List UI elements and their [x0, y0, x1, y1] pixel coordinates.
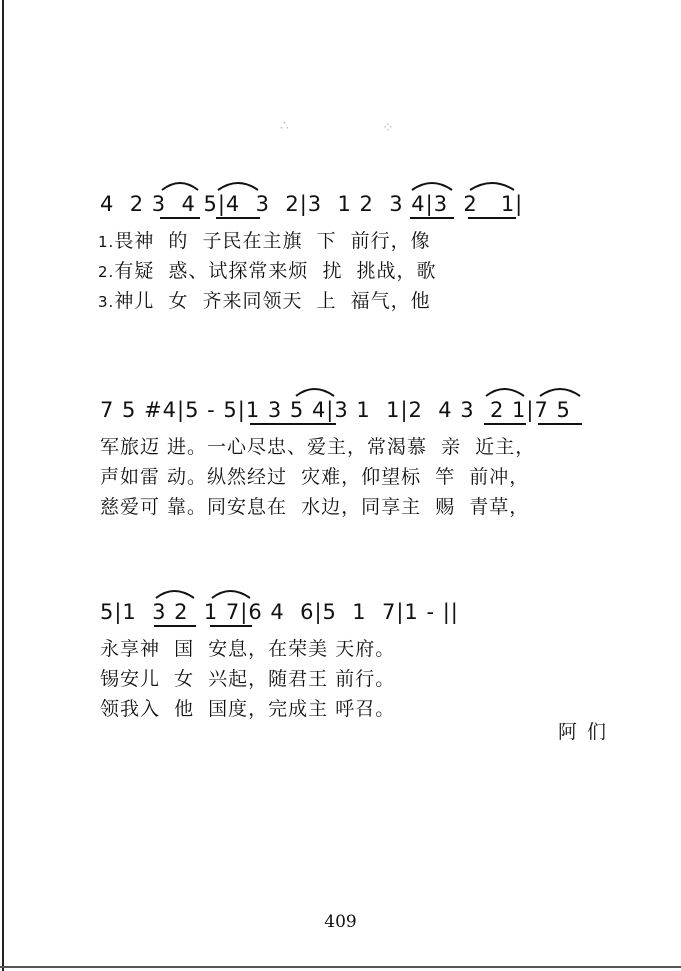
jianpu-notes: 5|1 3 2 1 7|6 4 6|5 1 7|1 - ||: [100, 600, 459, 624]
jianpu-notes: 7 5 #4|5 - 5|1 3 5 4|3 1 1|2 4 3 2 1|7 5: [100, 398, 571, 422]
lyric-text: 畏神 的 子民在主旗 下 前行，像: [114, 230, 431, 252]
beam-underlines: [100, 624, 660, 630]
lyric-text: 慈爱可 靠。同安息在 水边，同享主 赐 青草，: [100, 496, 530, 518]
lyric-line-2: [98, 258, 437, 285]
lyric-line-2: [100, 464, 529, 490]
verse-number: 1.: [98, 233, 115, 251]
lyric-text: 神儿 女 齐来同领天 上 福气，他: [114, 290, 431, 312]
page-number: 409: [324, 912, 357, 932]
lyric-text: 锡安儿 女 兴起，随君王 前行。: [100, 668, 396, 690]
lyric-line-3: [100, 494, 529, 520]
scan-speck: ∴: [280, 118, 289, 134]
lyric-line-3: [100, 696, 395, 722]
verse-number: 2.: [98, 263, 115, 281]
lyric-text: 永享神 国 安息，在荣美 天府。: [100, 638, 396, 660]
scan-speck: ⁘: [382, 120, 394, 136]
lyric-line-2: [100, 666, 395, 692]
lyric-text: 声如雷 动。纵然经过 灾难，仰望标 竿 前冲，: [100, 466, 530, 488]
lyric-text: 领我入 他 国度，完成主 呼召。: [100, 698, 396, 720]
lyric-line-1: [98, 228, 431, 255]
lyric-line-1: [100, 434, 535, 460]
beam-underlines: [100, 216, 660, 222]
amen-text: 阿们: [558, 721, 617, 743]
beam-underlines: [100, 422, 660, 428]
lyric-text: 军旅迈 进。一心尽忠、爱主，常渴慕 亲 近主，: [100, 436, 536, 458]
lyric-line-3: [98, 288, 431, 315]
lyric-line-1: [100, 636, 395, 662]
verse-number: 3.: [98, 293, 115, 311]
lyric-text: 有疑 惑、试探常来烦 扰 挑战，歌: [114, 260, 437, 282]
jianpu-notes: 4 2 3 4 5|4 3 2|3 1 2 3 4|3 2 1|: [100, 192, 524, 216]
